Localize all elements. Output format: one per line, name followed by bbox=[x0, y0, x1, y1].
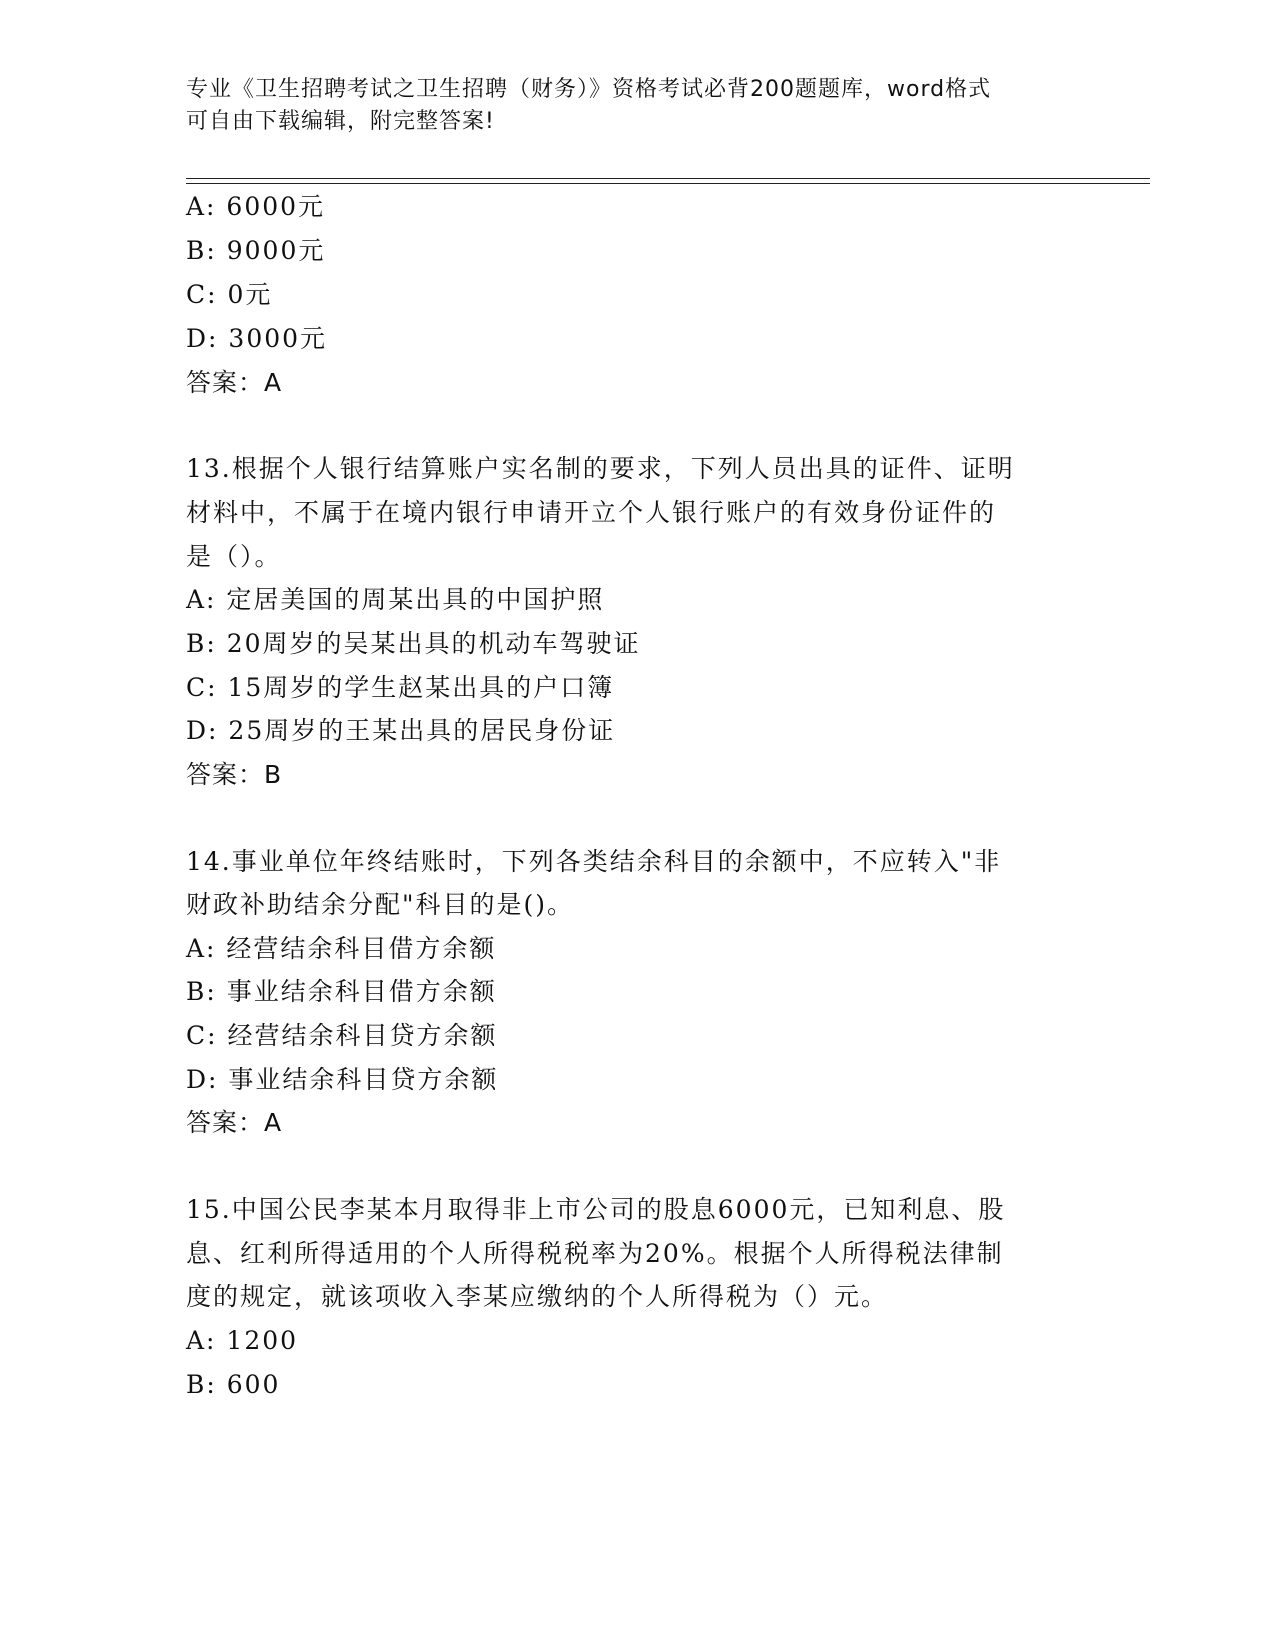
prev-option-d: D: 3000元 bbox=[186, 324, 328, 353]
header-line-1: 专业《卫生招聘考试之卫生招聘（财务）》资格考试必背200题题库，word格式 bbox=[186, 77, 992, 102]
q13-option-d: D: 25周岁的王某出具的居民身份证 bbox=[186, 716, 616, 745]
prev-option-a: A: 6000元 bbox=[186, 192, 326, 221]
q13-answer: 答案：B bbox=[186, 760, 283, 789]
q14-answer: 答案：A bbox=[186, 1108, 283, 1137]
q13-text-line-2: 材料中，不属于在境内银行申请开立个人银行账户的有效身份证件的 bbox=[186, 498, 997, 527]
header-divider-bottom bbox=[186, 183, 1150, 184]
q14-option-a: A: 经营结余科目借方余额 bbox=[186, 934, 497, 963]
prev-option-b: B: 9000元 bbox=[186, 236, 326, 265]
q13-text-line-3: 是（）。 bbox=[186, 542, 282, 571]
header-line-2: 可自由下载编辑，附完整答案! bbox=[186, 109, 495, 134]
q14-text-line-2: 财政补助结余分配"科目的是()。 bbox=[186, 890, 575, 919]
q13-text-line-1: 13.根据个人银行结算账户实名制的要求，下列人员出具的证件、证明 bbox=[186, 454, 1015, 483]
header-divider-top bbox=[186, 178, 1150, 179]
q15-option-a: A: 1200 bbox=[186, 1326, 299, 1355]
q15-text-line-3: 度的规定，就该项收入李某应缴纳的个人所得税为（）元。 bbox=[186, 1282, 889, 1311]
q14-text-line-1: 14.事业单位年终结账时，下列各类结余科目的余额中，不应转入"非 bbox=[186, 847, 1002, 876]
prev-answer: 答案：A bbox=[186, 368, 283, 397]
q14-option-b: B: 事业结余科目借方余额 bbox=[186, 977, 497, 1006]
q13-option-a: A: 定居美国的周某出具的中国护照 bbox=[186, 585, 605, 614]
q15-option-b: B: 600 bbox=[186, 1370, 281, 1399]
q15-text-line-1: 15.中国公民李某本月取得非上市公司的股息6000元，已知利息、股 bbox=[186, 1195, 1006, 1224]
document-header bbox=[186, 74, 1066, 138]
q14-option-d: D: 事业结余科目贷方余额 bbox=[186, 1065, 499, 1094]
prev-option-c: C: 0元 bbox=[186, 280, 273, 309]
q13-option-b: B: 20周岁的吴某出具的机动车驾驶证 bbox=[186, 629, 641, 658]
q13-option-c: C: 15周岁的学生赵某出具的户口簿 bbox=[186, 673, 615, 702]
q14-option-c: C: 经营结余科目贷方余额 bbox=[186, 1021, 498, 1050]
q15-text-line-2: 息、红利所得适用的个人所得税税率为20%。根据个人所得税法律制 bbox=[186, 1239, 1004, 1268]
